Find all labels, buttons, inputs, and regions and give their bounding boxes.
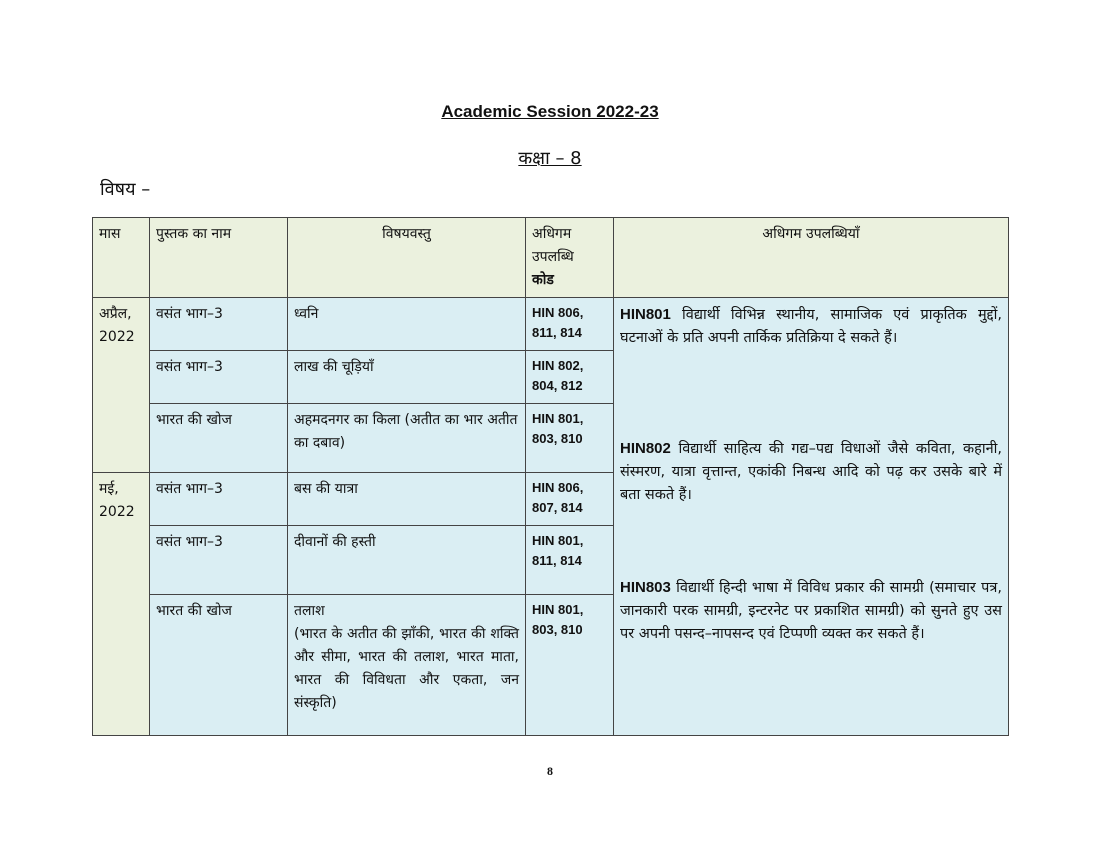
code-cell [526,526,614,595]
subject-label: विषय – [100,179,151,200]
code-line: HIN 802, [532,358,584,373]
code-line: 811, 814 [532,325,582,340]
content-title: तलाश [294,603,325,619]
outcome-code: HIN803 [620,579,671,596]
content-cell: लाख की चूड़ियाँ [288,351,526,404]
code-cell [526,351,614,404]
book-cell: वसंत भाग–3 [150,526,288,595]
outcome-item [620,576,1002,646]
code-line: 803, 810 [532,431,583,446]
outcome-item [620,303,1002,350]
month-cell-april [93,298,150,473]
table-row [93,298,1009,351]
code-line: 811, 814 [532,553,582,568]
code-cell [526,473,614,526]
code-line: HIN 801, [532,411,584,426]
content-cell: दीवानों की हस्ती [288,526,526,595]
content-cell: ध्वनि [288,298,526,351]
month-name: मई, [99,481,119,497]
content-cell: बस की यात्रा [288,473,526,526]
header-month: मास [93,218,150,298]
table-header-row [93,218,1009,298]
month-cell-may [93,473,150,736]
code-cell [526,404,614,473]
header-code-line3: कोड [532,272,554,288]
book-cell: वसंत भाग–3 [150,473,288,526]
month-name: अप्रैल, [99,306,132,322]
code-line: HIN 806, [532,305,584,320]
month-year: 2022 [99,504,135,520]
header-code-line1: अधिगम [532,226,572,242]
month-year: 2022 [99,329,135,345]
code-line: HIN 806, [532,480,584,495]
code-line: HIN 801, [532,602,584,617]
page-title [0,102,1100,122]
page-number: 8 [547,764,553,778]
outcome-text: विद्यार्थी साहित्य की गद्य–पद्य विधाओं जैसे कविता, कहानी, संस्मरण, यात्रा वृत्तान्त, एकांकी निबन्ध आदि को पढ़ कर उसके बारे में बता सकते हैं। [620,441,1003,503]
class-heading [0,146,1100,170]
header-code [526,218,614,298]
content-cell: अहमदनगर का किला (अतीत का भार अतीत का दबाव) [288,404,526,473]
book-cell: भारत की खोज [150,595,288,736]
book-cell: वसंत भाग–3 [150,298,288,351]
outcome-code: HIN801 [620,306,671,323]
outcome-code: HIN802 [620,440,671,457]
code-line: HIN 801, [532,533,584,548]
code-line: 803, 810 [532,622,583,637]
outcomes-cell [614,298,1009,736]
book-cell: वसंत भाग–3 [150,351,288,404]
outcome-item [620,437,1002,507]
header-content: विषयवस्तु [288,218,526,298]
content-subtopics: (भारत के अतीत की झाँकी, भारत की शक्ति और सीमा, भारत की तलाश, भारत माता, भारत की विविधता और एकता, जन संस्कृति) [294,626,519,711]
outcome-text: विद्यार्थी हिन्दी भाषा में विविध प्रकार की सामग्री (समाचार पत्र, जानकारी परक सामग्री, इन्टरनेट पर प्रकाशित सामग्री) को सुनते हुए उस पर अपनी पसन्द–नापसन्द एवं टिप्पणी व्यक्त कर सकते हैं। [620,580,1002,642]
book-cell: भारत की खोज [150,404,288,473]
code-cell [526,298,614,351]
code-line: 807, 814 [532,500,583,515]
header-book: पुस्तक का नाम [150,218,288,298]
session-title: Academic Session 2022-23 [441,102,659,121]
header-outcomes: अधिगम उपलब्धियाँ [614,218,1009,298]
class-label: कक्षा – 8 [518,148,582,169]
syllabus-table [92,217,1009,736]
code-cell [526,595,614,736]
header-code-line2: उपलब्धि [532,249,574,265]
outcome-text: विद्यार्थी विभिन्न स्थानीय, सामाजिक एवं प्राकृतिक मुद्दों, घटनाओं के प्रति अपनी तार्किक प्रतिक्रिया दे सकते हैं। [620,307,1003,346]
code-line: 804, 812 [532,378,583,393]
content-cell [288,595,526,736]
